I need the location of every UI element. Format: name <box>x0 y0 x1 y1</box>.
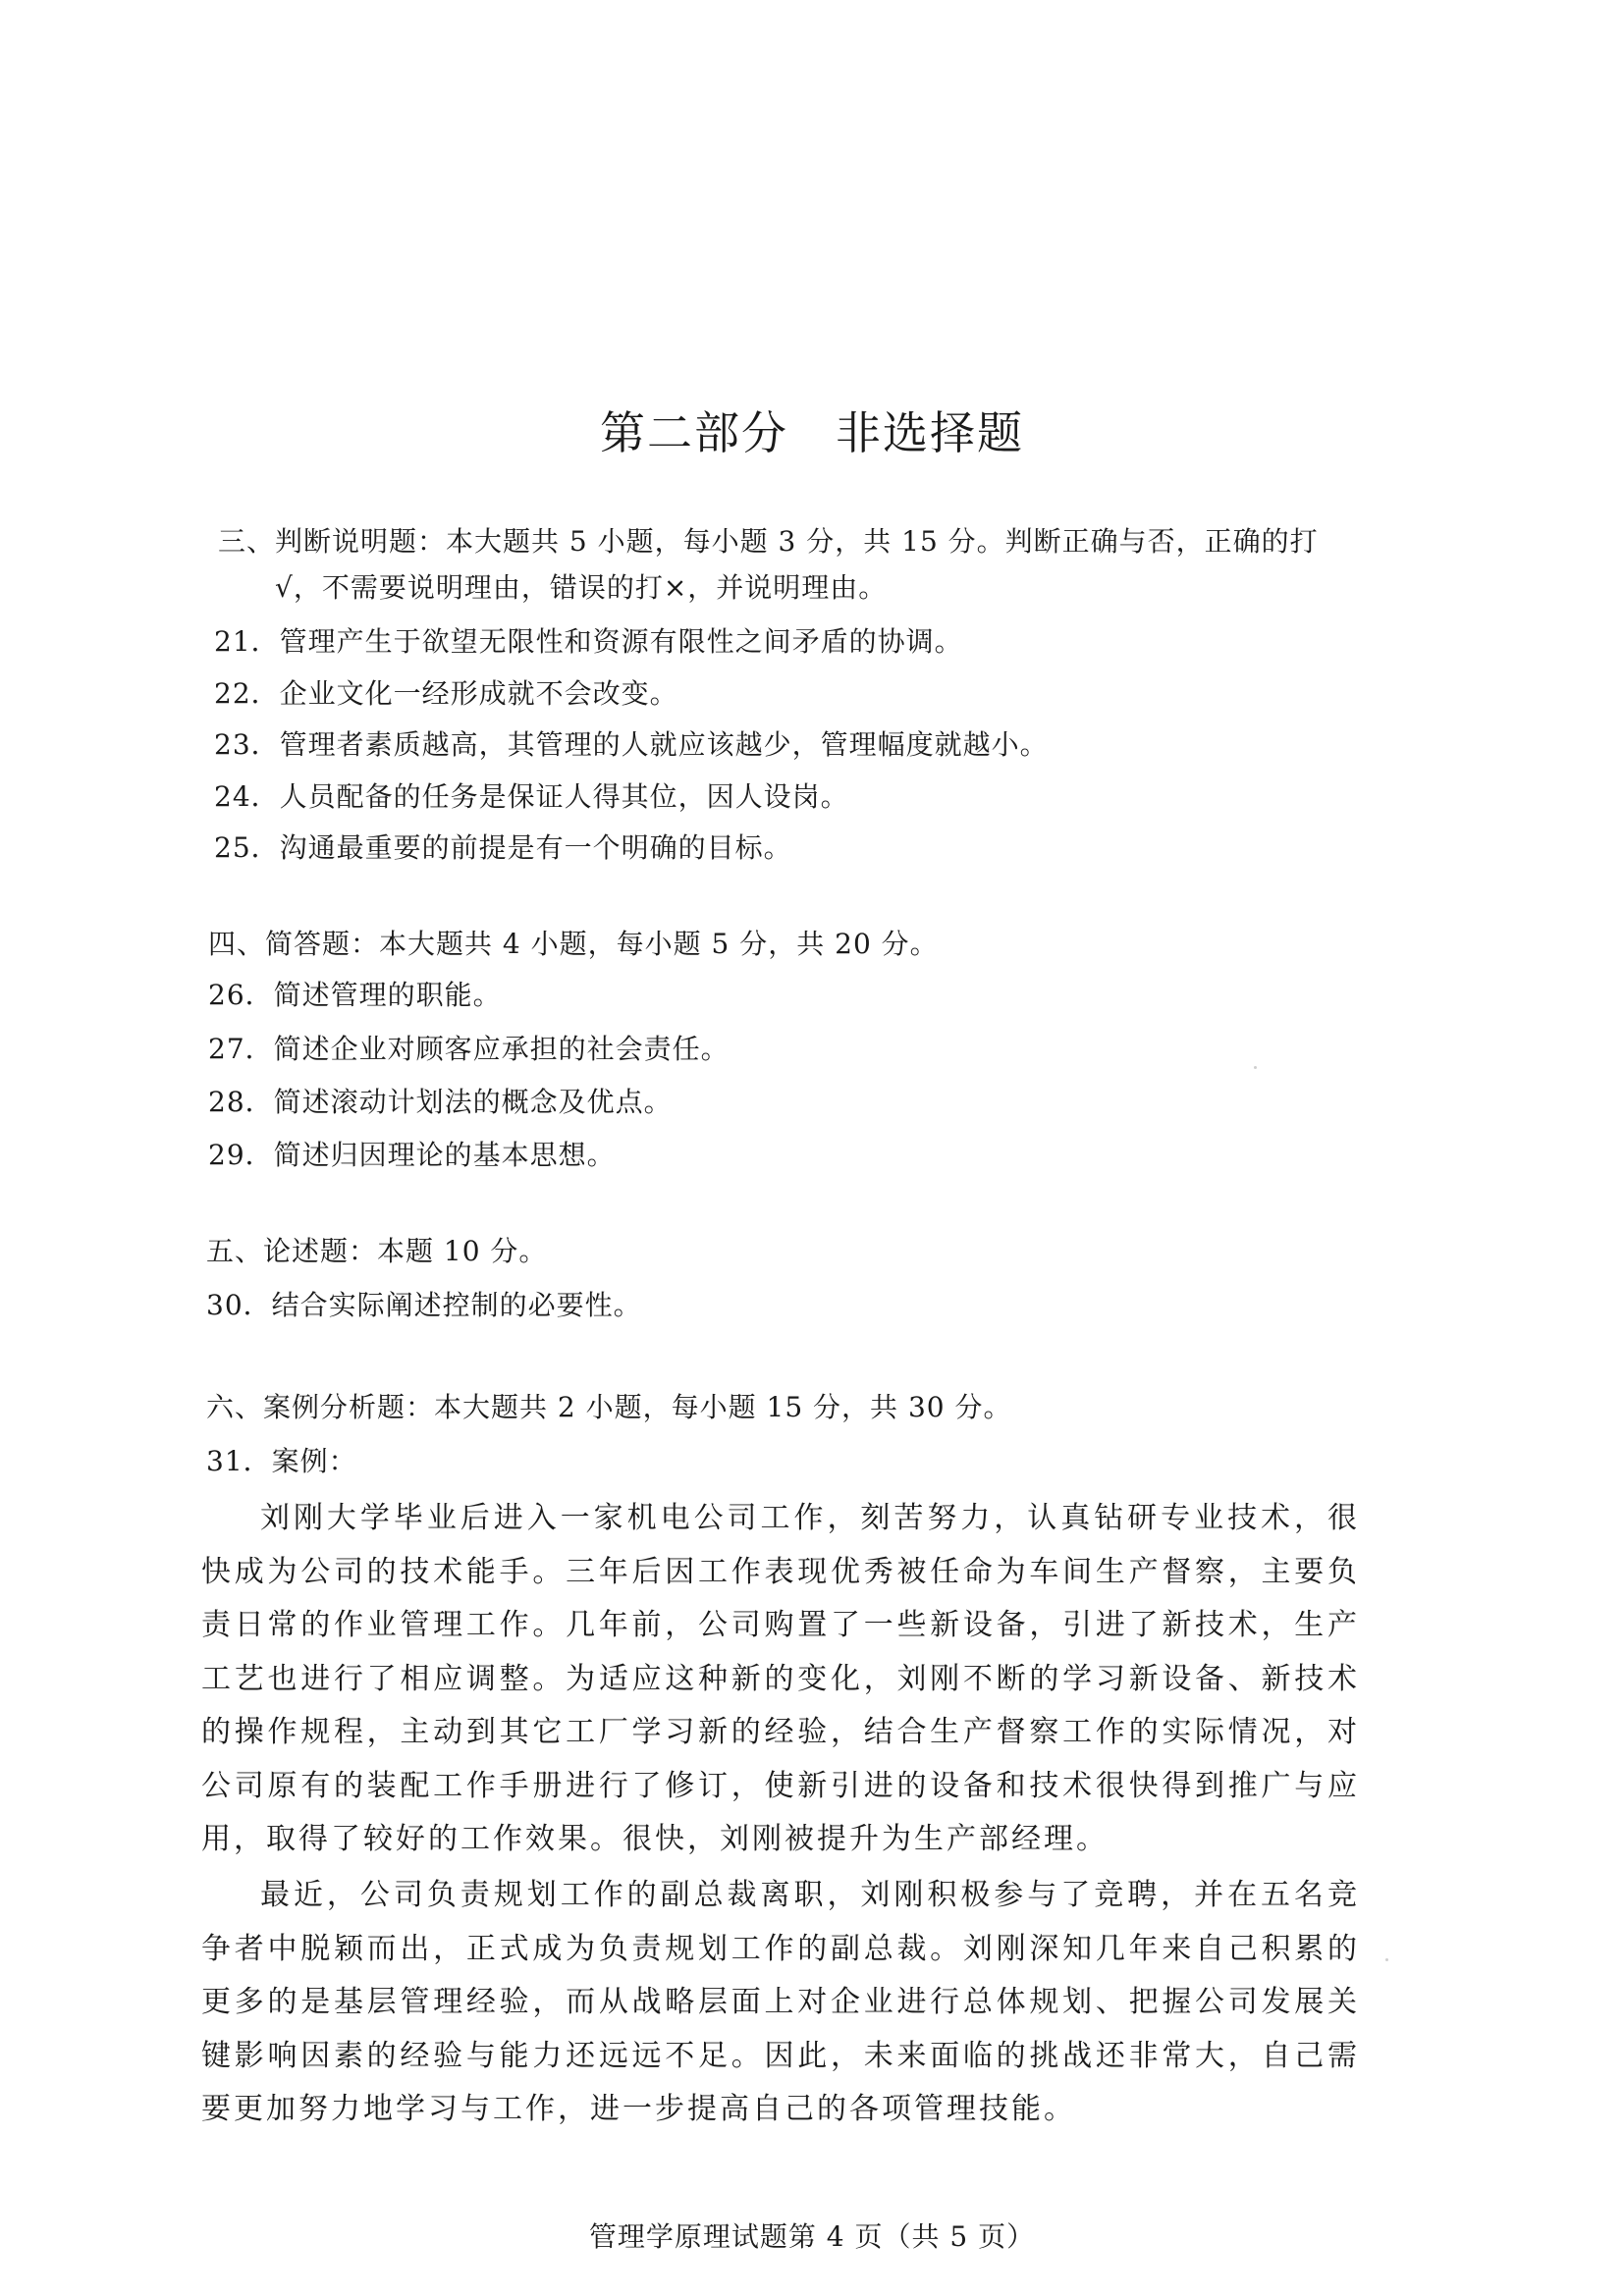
question-29: 29．简述归因理论的基本思想。 <box>208 1139 616 1171</box>
question-25: 25．沟通最重要的前提是有一个明确的目标。 <box>214 831 792 864</box>
section5-header: 五、论述题：本题 10 分。 <box>206 1235 548 1267</box>
section4-header: 四、简答题：本大题共 4 小题，每小题 5 分，共 20 分。 <box>208 928 939 960</box>
question-30: 30．结合实际阐述控制的必要性。 <box>206 1289 642 1321</box>
question-22: 22．企业文化一经形成就不会改变。 <box>214 677 678 710</box>
page-footer: 管理学原理试题第 4 页（共 5 页） <box>588 2220 1036 2253</box>
section3-header-line1: 三、判断说明题：本大题共 5 小题，每小题 3 分，共 15 分。判断正确与否，正确的打 <box>218 525 1319 558</box>
scan-speck <box>1254 1066 1257 1069</box>
section3-header-line2: √，不需要说明理由，错误的打×，并说明理由。 <box>275 571 888 604</box>
question-26: 26．简述管理的职能。 <box>208 979 502 1011</box>
case-paragraph-2: 最近，公司负责规划工作的副总裁离职，刘刚积极参与了竞聘，并在五名竞争者中脱颖而出，正式成为负责规划工作的副总裁。刘刚深知几年来自己积累的更多的是基层管理经验，而从战略层面上对企业进行总体规划、把握公司发展关键影响因素的经验与能力还远远不足。因此，未来面临的挑战还非常大，自己需要更加努力地学习与工作，进一步提高自己的各项管理技能。 <box>201 1878 1360 2126</box>
question-24: 24．人员配备的任务是保证人得其位，因人设岗。 <box>214 780 849 813</box>
scan-speck <box>1385 1958 1388 1961</box>
question-21: 21．管理产生于欲望无限性和资源有限性之间矛盾的协调。 <box>214 625 963 658</box>
question-28: 28．简述滚动计划法的概念及优点。 <box>208 1086 673 1118</box>
section6-header: 六、案例分析题：本大题共 2 小题，每小题 15 分，共 30 分。 <box>206 1391 1012 1423</box>
question-31-label: 31．案例： <box>206 1445 357 1477</box>
question-23: 23．管理者素质越高，其管理的人就应该越少，管理幅度就越小。 <box>214 728 1049 761</box>
case-paragraph-1: 刘刚大学毕业后进入一家机电公司工作，刻苦努力，认真钻研专业技术，很快成为公司的技术能手。三年后因工作表现优秀被任命为车间生产督察，主要负责日常的作业管理工作。几年前，公司购置了一些新设备，引进了新技术，生产工艺也进行了相应调整。为适应这种新的变化，刘刚不断的学习新设备、新技术的操作规程，主动到其它工厂学习新的经验，结合生产督察工作的实际情况，对公司原有的装配工作手册进行了修订，使新引进的设备和技术很快得到推广与应用，取得了较好的工作效果。很快，刘刚被提升为生产部经理。 <box>201 1501 1360 1856</box>
question-27: 27．简述企业对顾客应承担的社会责任。 <box>208 1033 730 1065</box>
part-title: 第二部分 非选择题 <box>600 406 1024 459</box>
